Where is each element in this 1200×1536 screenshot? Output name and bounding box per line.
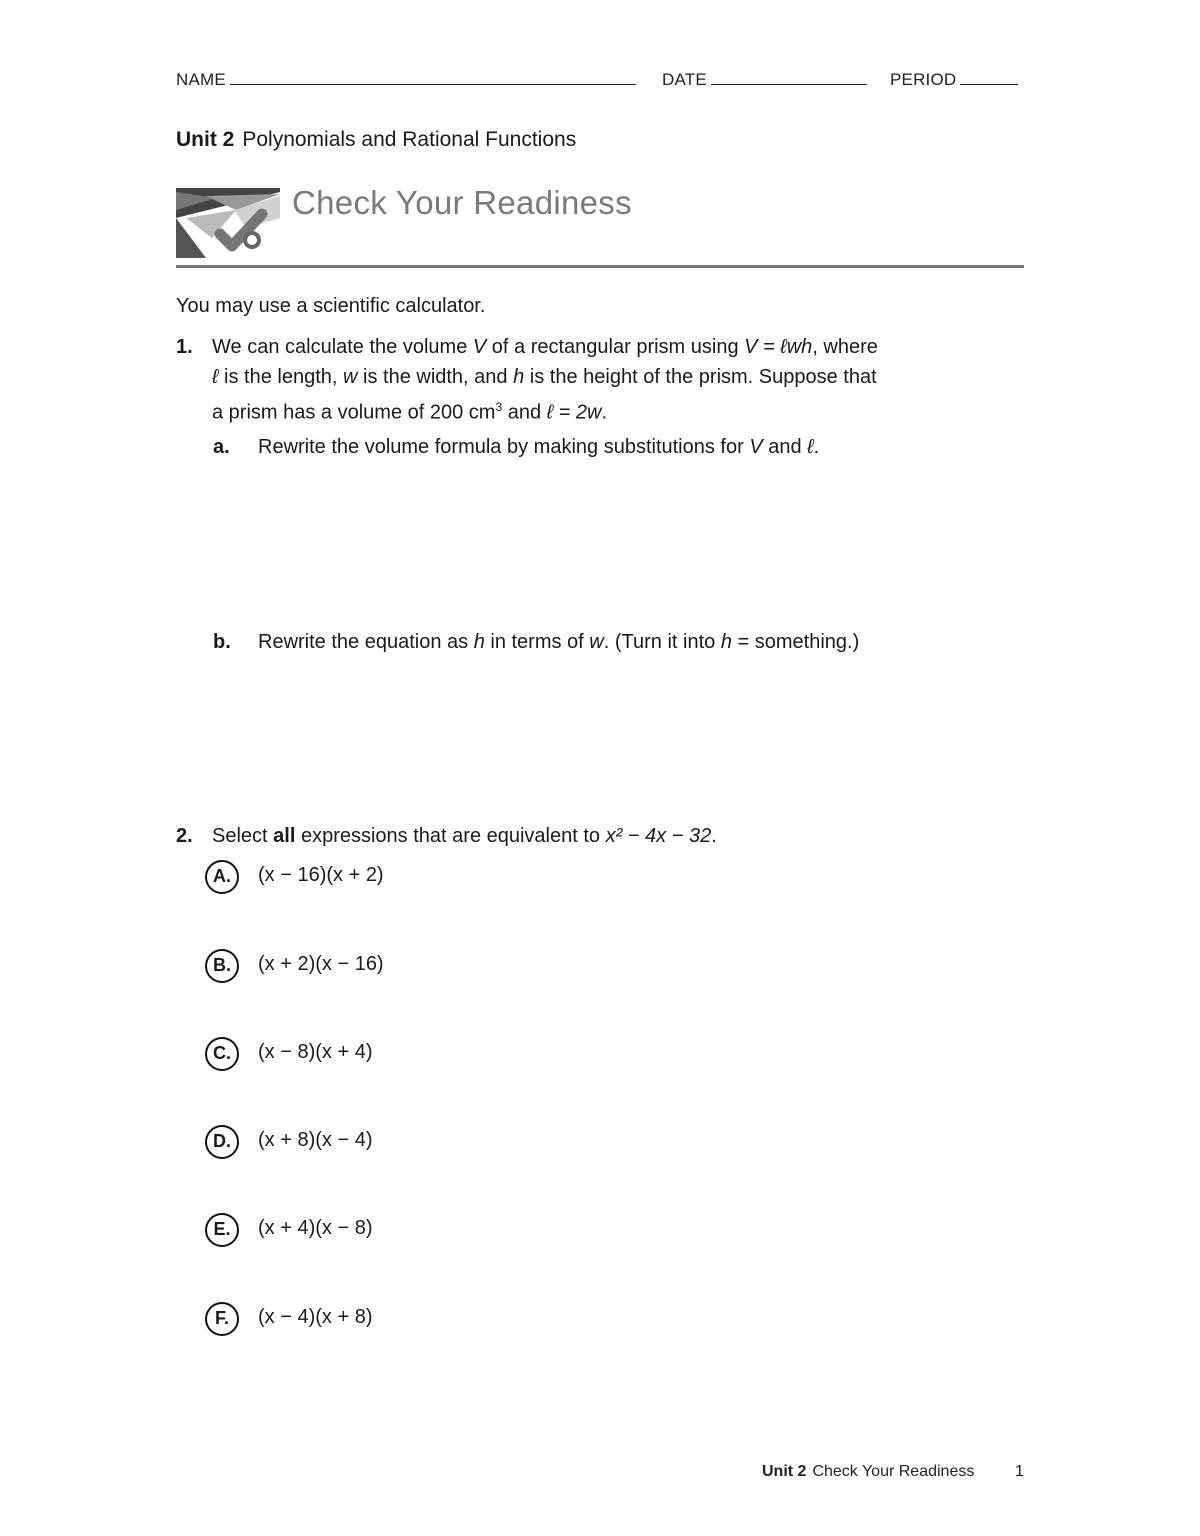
choice-b-letter[interactable]: B. xyxy=(205,949,239,983)
question-2-text: Select all expressions that are equivalent to x² − 4x − 32. xyxy=(212,825,717,847)
choice-e-letter[interactable]: E. xyxy=(205,1213,239,1247)
choice-e-expr: (x + 4)(x − 8) xyxy=(258,1217,373,1239)
choice-c-expr: (x − 8)(x + 4) xyxy=(258,1041,373,1063)
check-readiness-logo-icon xyxy=(176,188,280,258)
unit-title: Polynomials and Rational Functions xyxy=(242,128,577,151)
question-1-line-1: We can calculate the volume V of a rectangular prism using V = ℓwh, where xyxy=(212,336,878,358)
period-label: PERIOD xyxy=(890,70,957,89)
question-1b-label: b. xyxy=(213,631,231,653)
choice-c-letter[interactable]: C. xyxy=(205,1037,239,1071)
calculator-note: You may use a scientific calculator. xyxy=(176,295,486,317)
period-field[interactable] xyxy=(890,68,1018,90)
question-1a-label: a. xyxy=(213,436,230,458)
question-1b-text: Rewrite the equation as h in terms of w. (Turn it into h = something.) xyxy=(258,631,860,653)
question-1b-answer-space[interactable] xyxy=(258,665,1018,805)
date-field[interactable] xyxy=(662,68,867,90)
choice-b-expr: (x + 2)(x − 16) xyxy=(258,953,384,975)
choice-f-letter[interactable]: F. xyxy=(205,1302,239,1336)
question-1a-answer-space[interactable] xyxy=(258,470,1018,610)
unit-label: Unit 2 xyxy=(176,128,235,151)
date-label: DATE xyxy=(662,70,707,89)
choice-a-letter[interactable]: A. xyxy=(205,860,239,894)
banner-divider xyxy=(176,265,1024,268)
name-field[interactable] xyxy=(176,68,636,90)
choice-a-expr: (x − 16)(x + 2) xyxy=(258,864,384,886)
name-label: NAME xyxy=(176,70,226,89)
page-number: 1 xyxy=(1015,1463,1024,1480)
question-1a-text: Rewrite the volume formula by making substitutions for V and ℓ. xyxy=(258,436,820,458)
unit-heading xyxy=(176,128,576,152)
name-blank[interactable] xyxy=(230,68,636,85)
footer-unit: Unit 2 xyxy=(762,1463,807,1480)
question-2-number: 2. xyxy=(176,825,193,847)
footer-title: Check Your Readiness xyxy=(812,1463,975,1480)
choice-d-letter[interactable]: D. xyxy=(205,1125,239,1159)
date-blank[interactable] xyxy=(711,68,867,85)
question-1-line-2: ℓ is the length, w is the width, and h is the height of the prism. Suppose that xyxy=(212,366,877,388)
question-1-line-3: a prism has a volume of 200 $cm^3$ and ℓ = 2w. xyxy=(212,400,608,424)
banner-title: Check Your Readiness xyxy=(292,184,632,221)
choice-d-expr: (x + 8)(x − 4) xyxy=(258,1129,373,1151)
question-1-number: 1. xyxy=(176,336,193,358)
footer xyxy=(762,1463,974,1481)
choice-f-expr: (x − 4)(x + 8) xyxy=(258,1306,373,1328)
period-blank[interactable] xyxy=(960,68,1018,85)
